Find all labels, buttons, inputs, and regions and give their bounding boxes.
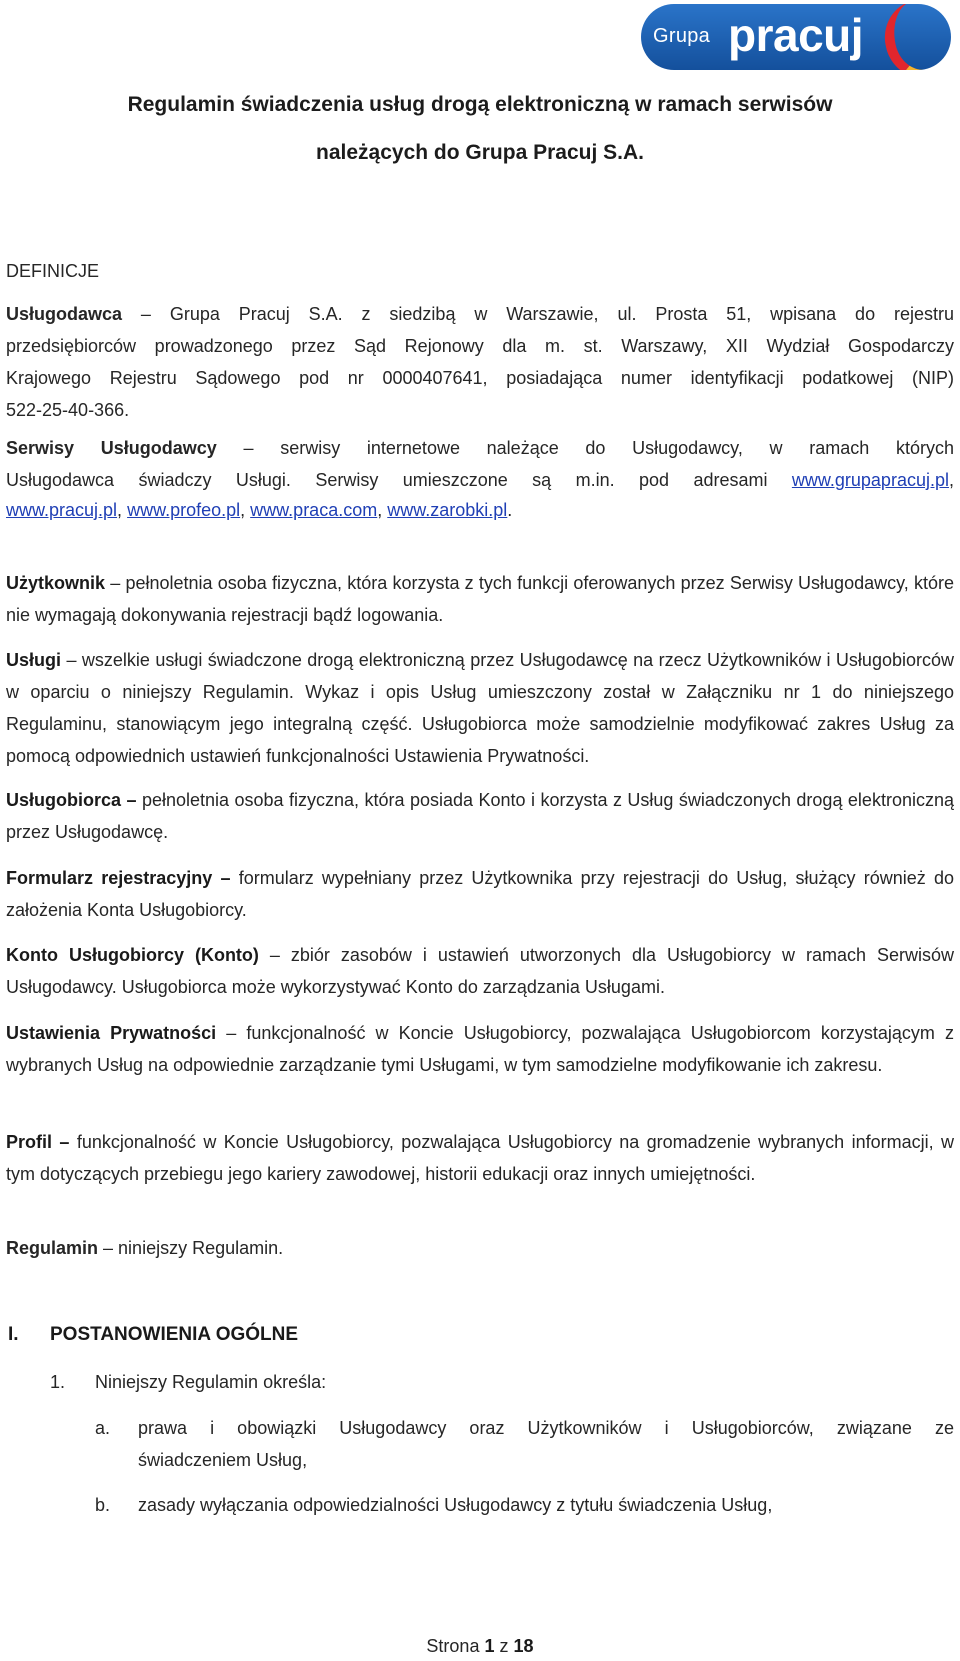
period: . (507, 500, 513, 520)
list-item-text: Niniejszy Regulamin określa: (95, 1372, 327, 1392)
logo-swoosh-icon (878, 4, 951, 70)
definition-text: funkcjonalność w Koncie Usługobiorcy, pozwalająca Usługobiorcy na gromadzenie wybranych informacji, w tym dotyczących przebiegu jego kariery zawodowej, historii edukacji oraz innych umiejętności. (6, 1132, 954, 1184)
document-title-line-1: Regulamin świadczenia usług drogą elektroniczną w ramach serwisów (127, 93, 833, 116)
definition-text: Grupa Pracuj S.A. z siedzibą w Warszawie, ul. Prosta 51, wpisana do rejestru (169, 304, 954, 324)
sublist-item-letter-a: a. (95, 1418, 111, 1438)
term-uslugobiorca: Usługobiorca – (6, 790, 137, 810)
definition-formularz (6, 862, 954, 926)
comma: , (117, 500, 123, 520)
sublist-item-b: zasady wyłączania odpowiedzialności Usługodawcy z tytułu świadczenia Usług, (138, 1495, 773, 1515)
definition-serwisy-line-2 (6, 464, 954, 496)
definition-uslugi (6, 644, 954, 772)
definition-ustawienia (6, 1017, 954, 1081)
sublist-item-a-line-2: świadczeniem Usług, (138, 1450, 308, 1470)
definition-text: pełnoletnia osoba fizyczna, która posiada Konto i korzysta z Usług świadczonych drogą elektroniczną przez Usługodawcę. (6, 790, 954, 842)
term-serwisy: Serwisy Usługodawcy (6, 438, 217, 458)
term-profil: Profil – (6, 1132, 70, 1152)
comma: , (377, 500, 383, 520)
list-item-number: 1. (50, 1372, 66, 1392)
sublist-item-letter-b: b. (95, 1495, 111, 1515)
definition-text: formularz wypełniany przez Użytkownika przy rejestracji do Usług, służący również do założenia Konta Usługobiorcy. (6, 868, 954, 920)
total-pages: 18 (513, 1636, 534, 1656)
definition-text: – funkcjonalność w Koncie Usługobiorcy, pozwalająca Usługobiorcom korzystającym z wybranych Usług na odpowiednie zarządzanie tymi Usługami, w tym samodzielne modyfikowanie ich zakresu. (6, 1023, 954, 1075)
term-uslugi: Usługi (6, 650, 62, 670)
link-praca[interactable]: www.praca.com (250, 500, 378, 520)
definition-text: – zbiór zasobów i ustawień utworzonych dla Usługobiorcy w ramach Serwisów Usługodawcy. Usługobiorca może wykorzystywać Konto do zarządzania Usługami. (6, 945, 954, 997)
definitions-heading: DEFINICJE (6, 261, 100, 281)
logo-word-pracuj: pracuj (728, 9, 864, 61)
footer-label: Strona (426, 1636, 480, 1656)
link-grupapracuj[interactable]: www.grupapracuj.pl (791, 470, 949, 490)
footer-separator: z (499, 1636, 509, 1656)
definition-uslugodawca-line-3: Krajowego Rejestru Sądowego pod nr 0000407641, posiadająca numer identyfikacji podatkowej (NIP) (6, 368, 954, 388)
link-zarobki[interactable]: www.zarobki.pl (387, 500, 508, 520)
section-title: POSTANOWIENIA OGÓLNE (50, 1324, 299, 1345)
definition-konto (6, 939, 954, 1003)
term-konto: Konto Usługobiorcy (Konto) (6, 945, 259, 965)
term-regulamin: Regulamin (6, 1238, 99, 1258)
term-uzytkownik: Użytkownik (6, 573, 106, 593)
definition-text: – wszelkie usługi świadczone drogą elektroniczną przez Usługodawcę na rzecz Użytkowników i Usługobiorców w oparciu o niniejszy Regulamin. Wykaz i opis Usług umieszczony został w Załączniku nr 1 do niniejszego Regulaminu, stanowiącym jego integralną część. Usługobiorca może samodzielnie modyfikować zakres Usług za pomocą odpowiednich ustawień funkcjonalności Ustawienia Prywatności. (6, 650, 954, 766)
definition-serwisy-line-1 (6, 432, 954, 464)
link-pracuj[interactable]: www.pracuj.pl (6, 500, 118, 520)
definition-uzytkownik (6, 567, 954, 631)
definition-uslugodawca-line-4: 522-25-40-366. (6, 400, 130, 420)
definition-serwisy-line-3 (6, 494, 512, 526)
definition-profil (6, 1126, 954, 1190)
term-uslugodawca: Usługodawca (6, 304, 123, 324)
current-page: 1 (484, 1636, 495, 1656)
definition-uslugobiorca (6, 784, 954, 848)
page-footer (0, 1636, 960, 1657)
definition-text: – niniejszy Regulamin. (103, 1238, 284, 1258)
comma: , (948, 470, 954, 490)
definition-uslugodawca-line-1 (6, 298, 954, 330)
definition-uslugodawca-line-2: przedsiębiorców prowadzonego przez Sąd Rejonowy dla m. st. Warszawy, XII Wydział Gospodarczy (6, 336, 954, 356)
document-title-line-2: należących do Grupa Pracuj S.A. (316, 141, 644, 164)
definition-regulamin (6, 1232, 283, 1264)
grupa-pracuj-logo (641, 4, 951, 70)
term-ustawienia: Ustawienia Prywatności (6, 1023, 217, 1043)
definition-text: – serwisy internetowe należące do Usługodawcy, w ramach których (243, 438, 954, 458)
section-number: I. (8, 1324, 19, 1345)
logo-word-grupa: Grupa (653, 25, 711, 47)
sublist-item-a-line-1: prawa i obowiązki Usługodawcy oraz Użytkowników i Usługobiorców, związane ze (138, 1418, 954, 1438)
link-profeo[interactable]: www.profeo.pl (127, 500, 241, 520)
term-formularz: Formularz rejestracyjny – (6, 868, 231, 888)
comma: , (240, 500, 246, 520)
definition-text: Usługodawca świadczy Usługi. Serwisy umieszczone są m.in. pod adresami (6, 470, 768, 490)
definition-dash: – (140, 304, 151, 324)
definition-text: – pełnoletnia osoba fizyczna, która korzysta z tych funkcji oferowanych przez Serwisy Usługodawcy, które nie wymagają dokonywania rejestracji bądź logowania. (6, 573, 954, 625)
